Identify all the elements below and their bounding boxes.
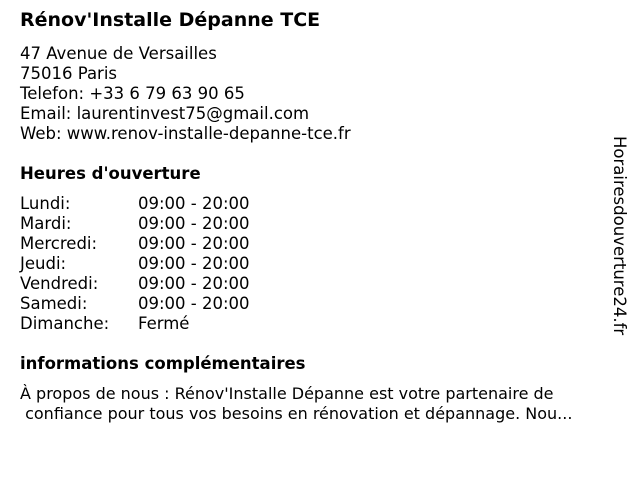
- additional-info-heading: informations complémentaires: [20, 354, 306, 373]
- day-label: Lundi:: [20, 194, 71, 213]
- day-label: Jeudi:: [20, 254, 67, 273]
- day-hours: 09:00 - 20:00: [138, 194, 250, 213]
- opening-hours-heading: Heures d'ouverture: [20, 164, 201, 183]
- address-street: 47 Avenue de Versailles: [20, 44, 217, 63]
- website-address: Web: www.renov-installe-depanne-tce.fr: [20, 124, 351, 143]
- day-label: Vendredi:: [20, 274, 99, 293]
- contact-block: [20, 44, 351, 144]
- day-label: Mercredi:: [20, 234, 98, 253]
- opening-hours-table: [20, 194, 250, 334]
- address-city: 75016 Paris: [20, 64, 118, 83]
- hours-row-tuesday: [20, 214, 250, 234]
- hours-row-wednesday: [20, 234, 250, 254]
- hours-row-sunday: [20, 314, 250, 334]
- day-label: Mardi:: [20, 214, 72, 233]
- business-name: Rénov'Installe Dépanne TCE: [20, 9, 321, 31]
- phone-number: Telefon: +33 6 79 63 90 65: [20, 84, 245, 103]
- hours-row-thursday: [20, 254, 250, 274]
- day-hours: 09:00 - 20:00: [138, 294, 250, 313]
- day-label: Dimanche:: [20, 314, 110, 333]
- info-line-1: À propos de nous : Rénov'Installe Dépanne est votre partenaire de: [20, 384, 554, 403]
- day-hours: Fermé: [138, 314, 190, 333]
- info-line-2: confiance pour tous vos besoins en rénovation et dépannage. Nou...: [20, 404, 573, 423]
- day-hours: 09:00 - 20:00: [138, 254, 250, 273]
- day-hours: 09:00 - 20:00: [138, 234, 250, 253]
- day-label: Samedi:: [20, 294, 88, 313]
- hours-row-friday: [20, 274, 250, 294]
- site-watermark: Horairesdouverture24.fr: [610, 136, 629, 336]
- additional-info-text: [20, 384, 630, 424]
- day-hours: 09:00 - 20:00: [138, 274, 250, 293]
- email-address: Email: laurentinvest75@gmail.com: [20, 104, 310, 123]
- day-hours: 09:00 - 20:00: [138, 214, 250, 233]
- hours-row-monday: [20, 194, 250, 214]
- hours-row-saturday: [20, 294, 250, 314]
